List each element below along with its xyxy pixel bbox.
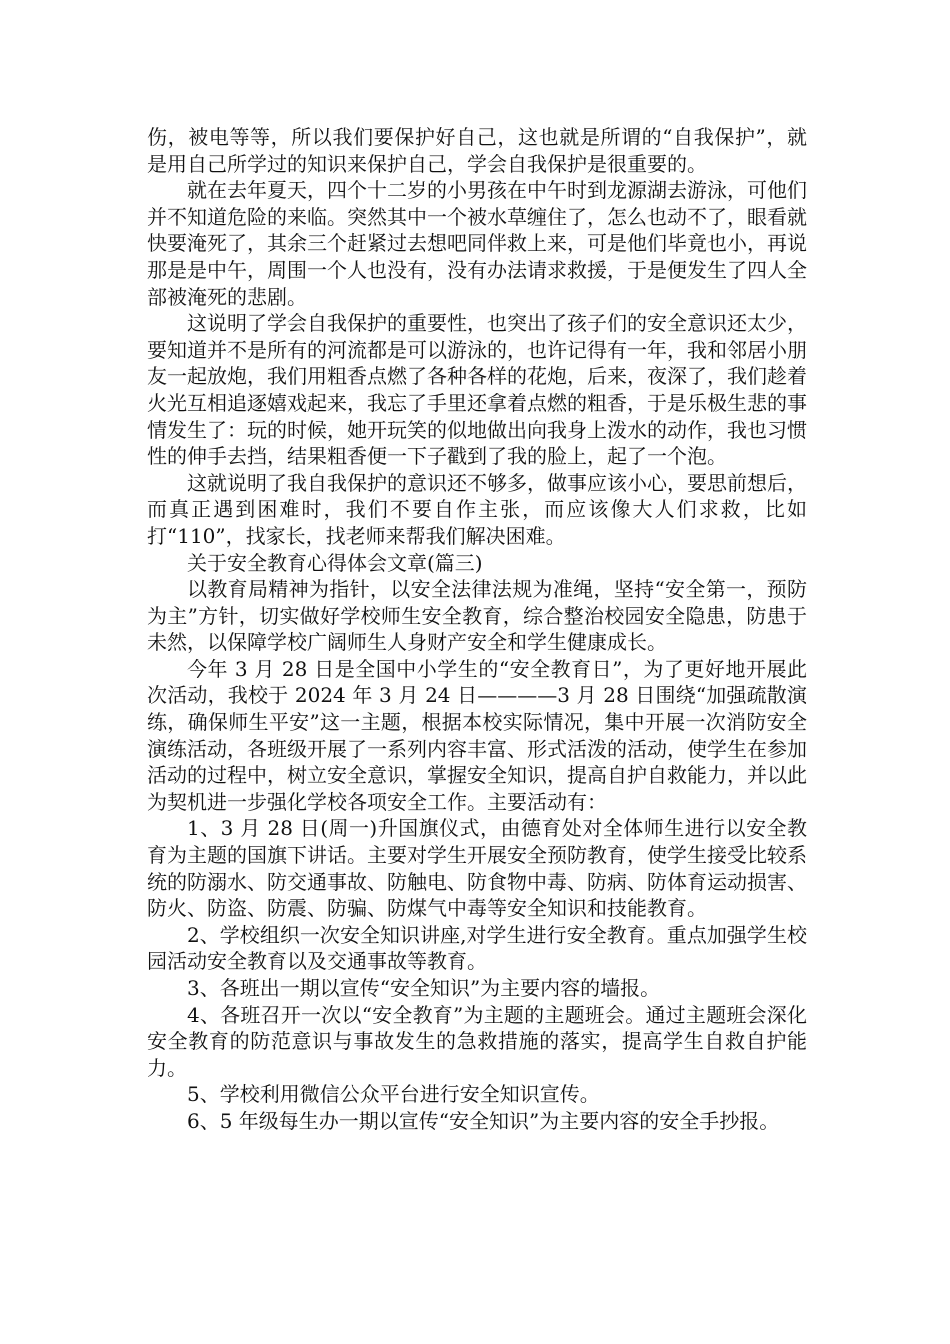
paragraph-6: 今年 3 月 28 日是全国中小学生的“安全教育日”，为了更好地开展此次活动，我校于 2024 年 3 月 24 日————3 月 28 日围绕“加强疏散演练，确保师生平安”这一主题，根据本校实际情况，集中开展一次消防安全演练活动，各班级开展了一系列内容丰富、形式活泼的活动，使学生在参加活动的过程中，树立安全意识，掌握安全知识，提高自护自救能力，并以此为契机进一步强化学校各项安全工作。主要活动有： bbox=[147, 656, 807, 814]
list-item-5: 5、学校利用微信公众平台进行安全知识宣传。 bbox=[187, 1082, 600, 1107]
paragraph-5: 以教育局精神为指针，以安全法律法规为准绳，坚持“安全第一，预防为主”方针，切实做好学校师生安全教育，综合整治校园安全隐患，防患于未然，以保障学校广阔师生人身财产安全和学生健康成长。 bbox=[147, 577, 807, 655]
paragraph-4: 这就说明了我自我保护的意识还不够多，做事应该小心，要思前想后，而真正遇到困难时，我们不要自作主张，而应该像大人们求救，比如打“110”，找家长，找老师来帮我们解决困难。 bbox=[147, 470, 807, 548]
paragraph-3: 这说明了学会自我保护的重要性，也突出了孩子们的安全意识还太少，要知道并不是所有的河流都是可以游泳的，也许记得有一年，我和邻居小朋友一起放炮，我们用粗香点燃了各种各样的花炮，后来，夜深了，我们趁着火光互相追逐嬉戏起来，我忘了手里还拿着点燃的粗香，于是乐极生悲的事情发生了：玩的时候，她开玩笑的似地做出向我身上泼水的动作，我也习惯性的伸手去挡，结果粗香便一下子戳到了我的脸上，起了一个泡。 bbox=[147, 311, 807, 469]
paragraph-2: 就在去年夏天，四个十二岁的小男孩在中午时到龙源湖去游泳，可他们并不知道危险的来临。突然其中一个被水草缠住了，怎么也动不了，眼看就快要淹死了，其余三个赶紧过去想吧同伴救上来，可是他们毕竟也小，再说那是是中午，周围一个人也没有，没有办法请求救援，于是便发生了四人全部被淹死的悲剧。 bbox=[147, 178, 807, 309]
document-body bbox=[147, 124, 807, 1135]
list-item-6: 6、5 年级每生办一期以宣传“安全知识”为主要内容的安全手抄报。 bbox=[187, 1108, 780, 1133]
list-item-2: 2、学校组织一次安全知识讲座,对学生进行安全教育。重点加强学生校园活动安全教育以及交通事故等教育。 bbox=[147, 922, 807, 974]
list-item-4: 4、各班召开一次以“安全教育”为主题的主题班会。通过主题班会深化安全教育的防范意识与事故发生的急救措施的落实，提高学生自救自护能力。 bbox=[147, 1002, 807, 1080]
paragraph-1: 伤，被电等等，所以我们要保护好自己，这也就是所谓的“自我保护”，就是用自己所学过的知识来保护自己，学会自我保护是很重要的。 bbox=[147, 125, 807, 176]
list-item-3: 3、各班出一期以宣传“安全知识”为主要内容的墙报。 bbox=[187, 976, 661, 1000]
section-heading: 关于安全教育心得体会文章(篇三) bbox=[187, 550, 483, 575]
list-item-1: 1、3 月 28 日(周一)升国旗仪式，由德育处对全体师生进行以安全教育为主题的国旗下讲话。主要对学生开展安全预防教育，使学生接受比较系统的防溺水、防交通事故、防触电、防食物中毒、防病、防体育运动损害、防火、防盗、防震、防骗、防煤气中毒等安全知识和技能教育。 bbox=[147, 816, 807, 921]
